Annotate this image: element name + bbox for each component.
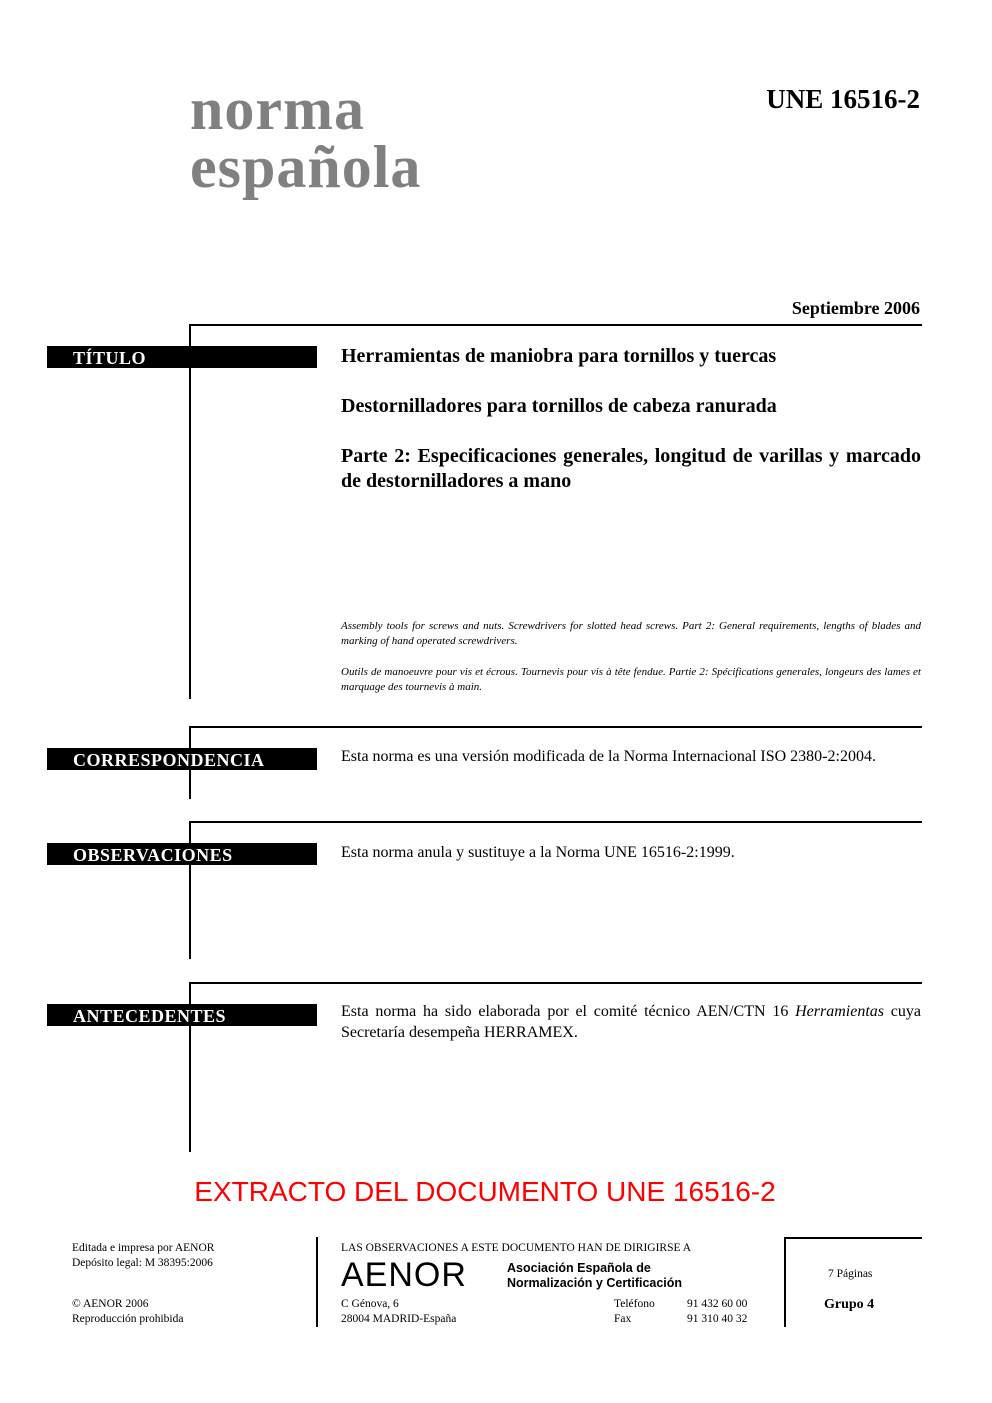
publication-date: Septiembre 2006: [791, 298, 920, 318]
legal-deposit: Depósito legal: M 38395:2006: [72, 1257, 213, 1269]
title-line-3: Parte 2: Especificaciones generales, longitud de varillas y marcado de destornilladores a mano: [341, 445, 921, 492]
antecedentes-label: ANTECEDENTES: [47, 1004, 317, 1026]
fax-label: Fax: [614, 1313, 632, 1325]
standard-code: UNE 16516-2: [766, 84, 920, 114]
observaciones-label: OBSERVACIONES: [47, 843, 317, 865]
edited-by: Editada e impresa por AENOR: [72, 1242, 215, 1254]
copyright: © AENOR 2006: [72, 1298, 149, 1310]
title-line-2: Destornilladores para tornillos de cabeza ranurada: [341, 395, 777, 417]
aenor-name-line-2: Normalización y Certificación: [507, 1276, 683, 1290]
brand-line-2: española: [190, 134, 422, 200]
observaciones-top-rule: [189, 821, 922, 823]
title-english: Assembly tools for screws and nuts. Screwdrivers for slotted head screws. Part 2: General requirements, lengths of blades and marking of hand operated screwdrivers.: [341, 620, 921, 647]
antecedentes-text: [341, 1001, 921, 1043]
fax-number: 91 310 40 32: [687, 1313, 748, 1325]
observations-note: LAS OBSERVACIONES A ESTE DOCUMENTO HAN DE DIRIGIRSE A: [341, 1242, 692, 1254]
footer-box-top-rule: [784, 1237, 922, 1239]
phone-number: 91 432 60 00: [687, 1298, 748, 1310]
reproduction-notice: Reproducción prohibida: [72, 1313, 184, 1325]
observaciones-text: Esta norma anula y sustituye a la Norma UNE 16516-2:1999.: [341, 844, 735, 861]
correspondencia-text: Esta norma es una versión modificada de la Norma Internacional ISO 2380-2:2004.: [341, 748, 876, 765]
antecedentes-text-end: cuya Secretaría desempeña HERRAMEX.: [341, 1003, 921, 1041]
footer-divider-left: [316, 1237, 318, 1327]
observaciones-side-rule: [189, 821, 191, 959]
correspondencia-label: CORRESPONDENCIA: [47, 748, 317, 770]
extract-watermark: EXTRACTO DEL DOCUMENTO UNE 16516-2: [194, 1176, 776, 1207]
antecedentes-text-start: Esta norma ha sido elaborada por el comité técnico AEN/CTN 16: [341, 1003, 796, 1020]
address-street: C Génova, 6: [341, 1298, 399, 1310]
brand-line-1: norma: [190, 76, 365, 142]
address-city: 28004 MADRID-España: [341, 1313, 457, 1325]
phone-label: Teléfono: [614, 1298, 655, 1310]
aenor-full-name: [507, 1261, 682, 1291]
title-french: Outils de manoeuvre pour vis et écrous. Tournevis pour vis à tête fendue. Partie 2: Spécifications generales, longeurs des lames et marquage des tournevis à main.: [341, 666, 921, 693]
titulo-label: TÍTULO: [47, 346, 317, 368]
aenor-name-line-1: Asociación Española de: [507, 1261, 651, 1275]
page-count: 7 Páginas: [828, 1268, 873, 1280]
aenor-logo: AENOR: [341, 1256, 467, 1294]
correspondencia-top-rule: [189, 726, 922, 728]
titulo-side-rule: [189, 324, 191, 699]
committee-name: Herramientas: [795, 1003, 884, 1020]
antecedentes-top-rule: [189, 982, 922, 984]
titulo-top-rule: [189, 324, 922, 326]
footer-box-side-rule: [784, 1237, 786, 1327]
brand-title: [190, 76, 422, 200]
price-group: Grupo 4: [824, 1297, 875, 1312]
title-line-1: Herramientas de maniobra para tornillos y tuercas: [341, 345, 777, 367]
